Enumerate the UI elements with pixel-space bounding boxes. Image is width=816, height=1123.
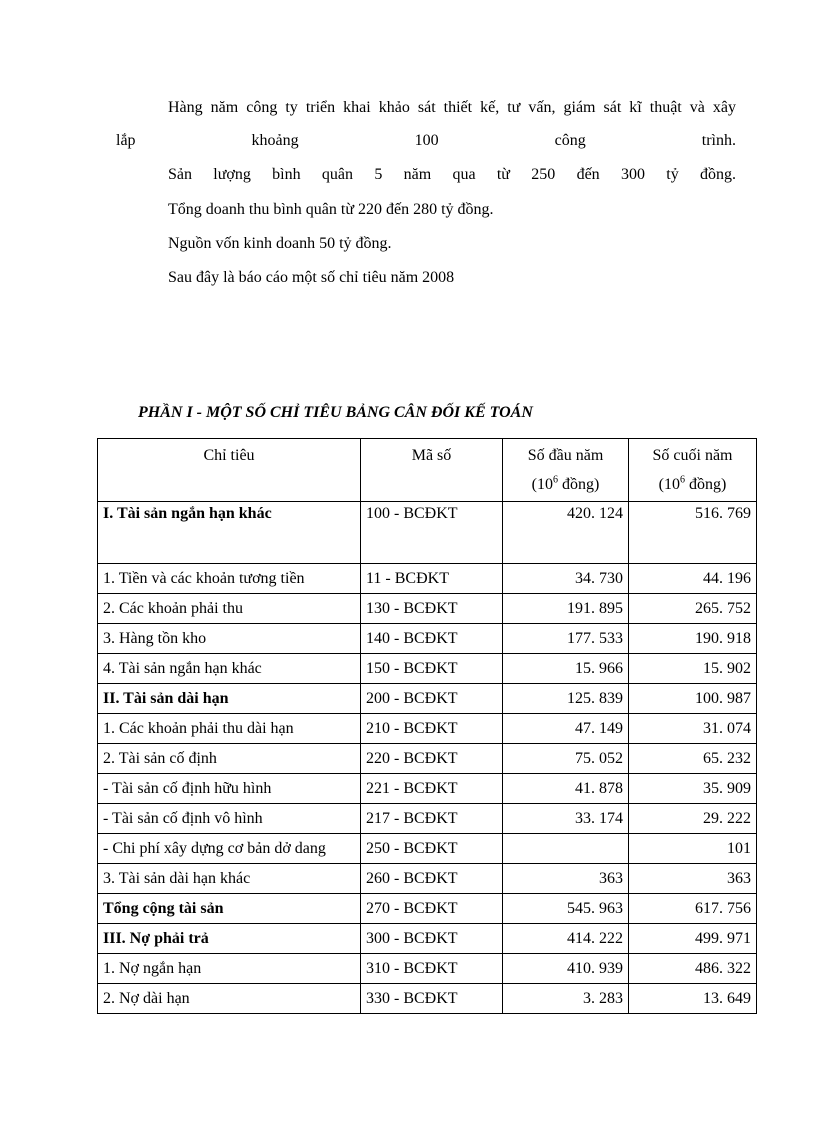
row-code: 11 - BCĐKT — [361, 564, 503, 594]
row-code: 270 - BCĐKT — [361, 894, 503, 924]
header-begin-year — [503, 439, 629, 502]
table-row — [98, 714, 757, 744]
row-indicator: 3. Tài sản dài hạn khác — [98, 864, 361, 894]
row-indicator: Tổng cộng tài sản — [98, 894, 361, 924]
row-end-value: 101 — [629, 834, 757, 864]
table-row — [98, 564, 757, 594]
row-begin-value: 545. 963 — [503, 894, 629, 924]
row-begin-value: 34. 730 — [503, 564, 629, 594]
row-indicator: 2. Nợ dài hạn — [98, 984, 361, 1014]
row-end-value: 44. 196 — [629, 564, 757, 594]
paragraph-3: Tổng doanh thu bình quân từ 220 đến 280 tỷ đồng. — [168, 201, 494, 218]
row-indicator: - Tài sản cố định hữu hình — [98, 774, 361, 804]
row-code: 210 - BCĐKT — [361, 714, 503, 744]
row-indicator: III. Nợ phải trả — [98, 924, 361, 954]
table-row — [98, 954, 757, 984]
row-end-value: 15. 902 — [629, 654, 757, 684]
row-begin-value: 420. 124 — [503, 502, 629, 564]
table-row — [98, 834, 757, 864]
row-code: 217 - BCĐKT — [361, 804, 503, 834]
row-indicator: I. Tài sản ngắn hạn khác — [98, 502, 361, 564]
row-code: 100 - BCĐKT — [361, 502, 503, 564]
row-code: 330 - BCĐKT — [361, 984, 503, 1014]
table-header-row — [98, 439, 757, 502]
row-indicator: 3. Hàng tồn kho — [98, 624, 361, 654]
row-begin-value: 414. 222 — [503, 924, 629, 954]
row-begin-value: 47. 149 — [503, 714, 629, 744]
header-begin-label: Số đầu năm — [527, 447, 604, 464]
header-end-year — [629, 439, 757, 502]
paragraph-1-line-1: Hàng năm công ty triển khai khảo sát thiết kế, tư vấn, giám sát kĩ thuật và xây — [168, 99, 736, 116]
row-indicator: 1. Tiền và các khoản tương tiền — [98, 564, 361, 594]
paragraph-4: Nguồn vốn kinh doanh 50 tỷ đồng. — [168, 235, 392, 252]
row-code: 310 - BCĐKT — [361, 954, 503, 984]
header-code-label: Mã số — [411, 447, 452, 464]
row-code: 140 - BCĐKT — [361, 624, 503, 654]
table-row — [98, 654, 757, 684]
table-row — [98, 804, 757, 834]
row-begin-value: 177. 533 — [503, 624, 629, 654]
row-begin-value: 33. 174 — [503, 804, 629, 834]
header-indicator-label: Chỉ tiêu — [203, 447, 255, 464]
row-end-value: 516. 769 — [629, 502, 757, 564]
row-end-value: 190. 918 — [629, 624, 757, 654]
row-indicator: 4. Tài sản ngắn hạn khác — [98, 654, 361, 684]
row-code: 220 - BCĐKT — [361, 744, 503, 774]
row-begin-value: 410. 939 — [503, 954, 629, 984]
row-end-value: 31. 074 — [629, 714, 757, 744]
header-begin-unit: ($10^6$ đồng) — [531, 474, 600, 493]
row-end-value: 100. 987 — [629, 684, 757, 714]
row-code: 221 - BCĐKT — [361, 774, 503, 804]
row-end-value: 65. 232 — [629, 744, 757, 774]
row-end-value: 617. 756 — [629, 894, 757, 924]
row-indicator: 2. Các khoản phải thu — [98, 594, 361, 624]
table-row — [98, 744, 757, 774]
row-begin-value: 15. 966 — [503, 654, 629, 684]
header-end-label: Số cuối năm — [652, 447, 733, 464]
table-row — [98, 864, 757, 894]
row-indicator: - Chi phí xây dựng cơ bản dở dang — [98, 834, 361, 864]
row-code: 150 - BCĐKT — [361, 654, 503, 684]
row-end-value: 363 — [629, 864, 757, 894]
row-begin-value: 41. 878 — [503, 774, 629, 804]
table-row — [98, 624, 757, 654]
header-indicator — [98, 439, 361, 502]
row-code: 250 - BCĐKT — [361, 834, 503, 864]
table-row — [98, 502, 757, 564]
row-end-value: 35. 909 — [629, 774, 757, 804]
row-begin-value: 125. 839 — [503, 684, 629, 714]
row-indicator: - Tài sản cố định vô hình — [98, 804, 361, 834]
header-end-unit: ($10^6$ đồng) — [658, 474, 727, 493]
row-end-value: 486. 322 — [629, 954, 757, 984]
row-indicator: 1. Các khoản phải thu dài hạn — [98, 714, 361, 744]
row-code: 130 - BCĐKT — [361, 594, 503, 624]
row-begin-value: 3. 283 — [503, 984, 629, 1014]
row-indicator: 2. Tài sản cố định — [98, 744, 361, 774]
table-row — [98, 594, 757, 624]
row-code: 200 - BCĐKT — [361, 684, 503, 714]
table-row — [98, 924, 757, 954]
paragraph-1-line-2: lắp khoảng 100 công trình. — [116, 132, 736, 149]
table-row — [98, 894, 757, 924]
row-indicator: II. Tài sản dài hạn — [98, 684, 361, 714]
row-end-value: 13. 649 — [629, 984, 757, 1014]
table-row — [98, 774, 757, 804]
header-code — [361, 439, 503, 502]
row-begin-value: 191. 895 — [503, 594, 629, 624]
row-begin-value: 75. 052 — [503, 744, 629, 774]
table-row — [98, 684, 757, 714]
row-begin-value: 363 — [503, 864, 629, 894]
row-begin-value — [503, 834, 629, 864]
row-indicator: 1. Nợ ngắn hạn — [98, 954, 361, 984]
balance-sheet-table — [97, 438, 757, 1014]
row-code: 300 - BCĐKT — [361, 924, 503, 954]
row-end-value: 29. 222 — [629, 804, 757, 834]
paragraph-2: Sản lượng bình quân 5 năm qua từ 250 đến 300 tỷ đồng. — [168, 166, 736, 183]
row-end-value: 265. 752 — [629, 594, 757, 624]
row-end-value: 499. 971 — [629, 924, 757, 954]
row-code: 260 - BCĐKT — [361, 864, 503, 894]
section-title: PHẦN I - MỘT SỐ CHỈ TIÊU BẢNG CÂN ĐỐI KẾ TOÁN — [138, 404, 533, 421]
table-row — [98, 984, 757, 1014]
paragraph-5: Sau đây là báo cáo một số chỉ tiêu năm 2008 — [168, 269, 455, 286]
